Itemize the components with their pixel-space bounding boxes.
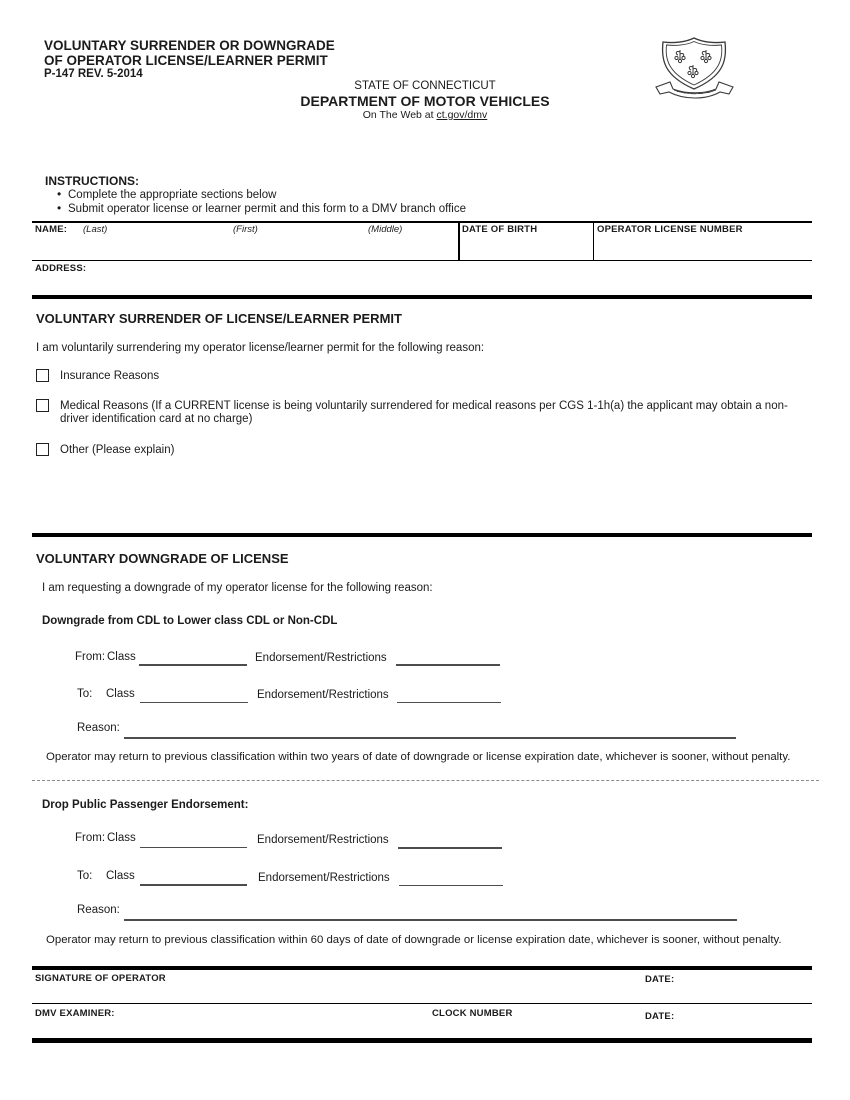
- reason-label: Reason:: [77, 904, 120, 916]
- address-label: ADDRESS:: [35, 263, 87, 274]
- cdl-downgrade-heading: Downgrade from CDL to Lower class CDL or Non-CDL: [42, 615, 338, 627]
- examiner-date-label: DATE:: [645, 1011, 675, 1022]
- medical-checkbox[interactable]: [36, 399, 49, 412]
- form-title: [44, 39, 335, 68]
- examiner-name-area[interactable]: [36, 1019, 416, 1035]
- web-link[interactable]: ct.gov/dmv: [436, 109, 488, 121]
- form-number: P-147 REV. 5-2014: [44, 68, 143, 80]
- clock-number-label: CLOCK NUMBER: [432, 1008, 513, 1019]
- instruction-item-2: Submit operator license or learner permit and this form to a DMV branch office: [68, 203, 466, 215]
- form-title-line1: VOLUNTARY SURRENDER OR DOWNGRADE: [44, 38, 335, 53]
- section-divider: [32, 533, 812, 537]
- endorsement-label: Endorsement/Restrictions: [258, 871, 390, 884]
- surrender-intro: I am voluntarily surrendering my operator license/learner permit for the following reason:: [36, 342, 485, 354]
- signature-top-rule: [32, 966, 812, 970]
- cdl-from-endorsement-field[interactable]: [396, 664, 500, 666]
- state-name: STATE OF CONNECTICUT: [354, 80, 496, 92]
- insurance-checkbox[interactable]: [36, 369, 49, 382]
- endorsement-label: Endorsement/Restrictions: [255, 652, 387, 664]
- pp-from-class-field[interactable]: [140, 847, 247, 849]
- downgrade-intro: I am requesting a downgrade of my operator license for the following reason:: [42, 582, 433, 594]
- section-divider: [32, 295, 812, 299]
- dmv-examiner-label: DMV EXAMINER:: [35, 1008, 115, 1019]
- clock-number-area[interactable]: [432, 1019, 612, 1035]
- insurance-option-label: Insurance Reasons: [60, 369, 160, 382]
- instructions-heading: INSTRUCTIONS:: [45, 174, 139, 188]
- license-number-input-area[interactable]: [596, 235, 808, 257]
- bullet-icon: •: [57, 201, 62, 215]
- dob-input-area[interactable]: [461, 235, 589, 257]
- connecticut-coat-of-arms-icon: [650, 34, 738, 111]
- bullet-icon: •: [57, 187, 62, 201]
- department-name: DEPARTMENT OF MOTOR VEHICLES: [300, 93, 550, 109]
- pp-to-endorsement-field[interactable]: [399, 885, 503, 887]
- examiner-date-area[interactable]: [682, 1010, 808, 1036]
- cdl-reason-field[interactable]: [124, 737, 736, 739]
- address-input-area[interactable]: [92, 262, 808, 288]
- class-label: Class: [107, 832, 136, 844]
- endorsement-label: Endorsement/Restrictions: [257, 834, 389, 846]
- name-first-hint: (First): [233, 224, 258, 235]
- form-title-line2: OF OPERATOR LICENSE/LEARNER PERMIT: [44, 52, 328, 68]
- name-input-area[interactable]: [34, 235, 454, 257]
- license-number-label: OPERATOR LICENSE NUMBER: [597, 224, 743, 235]
- examiner-divider-rule: [32, 1003, 812, 1004]
- class-label: Class: [106, 870, 135, 882]
- operator-signature-label: SIGNATURE OF OPERATOR: [35, 973, 166, 984]
- medical-option-label: Medical Reasons (If a CURRENT license is being voluntarily surrendered for medical reasons per CGS 1-1h(a) the applicant may obtain a non-driver identification card at no charge): [60, 399, 788, 425]
- public-passenger-heading: Drop Public Passenger Endorsement:: [42, 799, 249, 811]
- pp-reason-field[interactable]: [124, 919, 737, 921]
- operator-signature-area[interactable]: [36, 985, 596, 1001]
- operator-date-area[interactable]: [682, 973, 808, 1001]
- to-label: To:: [77, 870, 93, 882]
- dob-label: DATE OF BIRTH: [462, 224, 538, 235]
- other-option-label: Other (Please explain): [60, 443, 175, 456]
- cdl-to-endorsement-field[interactable]: [397, 702, 501, 704]
- dob-column-divider: [458, 221, 460, 261]
- operator-date-label: DATE:: [645, 974, 675, 985]
- class-label: Class: [106, 688, 135, 700]
- name-table-bottom-rule: [32, 260, 812, 262]
- class-label: Class: [107, 651, 136, 663]
- form-bottom-rule: [32, 1038, 812, 1043]
- instruction-item-1: Complete the appropriate sections below: [68, 189, 277, 201]
- cdl-to-class-field[interactable]: [140, 702, 248, 704]
- from-label: From:: [75, 651, 106, 663]
- pp-to-class-field[interactable]: [140, 884, 247, 886]
- web-prefix: On The Web at: [362, 109, 437, 121]
- cdl-from-class-field[interactable]: [139, 664, 247, 666]
- name-table-top-rule: [32, 221, 812, 223]
- other-checkbox[interactable]: [36, 443, 49, 456]
- downgrade-heading: VOLUNTARY DOWNGRADE OF LICENSE: [36, 551, 289, 566]
- name-last-hint: (Last): [83, 224, 108, 235]
- name-middle-hint: (Middle): [368, 224, 403, 235]
- endorsement-label: Endorsement/Restrictions: [257, 689, 389, 701]
- name-label: NAME:: [35, 224, 68, 235]
- dashed-divider: [32, 780, 819, 781]
- from-label: From:: [75, 832, 106, 844]
- pp-from-endorsement-field[interactable]: [398, 847, 502, 849]
- pp-return-note: Operator may return to previous classification within 60 days of date of downgrade or license expiration date, whichever is sooner, without penalty.: [46, 934, 782, 946]
- other-explanation-area[interactable]: [36, 462, 812, 528]
- license-column-divider: [593, 221, 595, 261]
- surrender-heading: VOLUNTARY SURRENDER OF LICENSE/LEARNER PERMIT: [36, 311, 402, 326]
- reason-label: Reason:: [77, 722, 120, 734]
- cdl-return-note: Operator may return to previous classification within two years of date of downgrade or license expiration date, whichever is sooner, without penalty.: [46, 751, 791, 763]
- to-label: To:: [77, 688, 93, 700]
